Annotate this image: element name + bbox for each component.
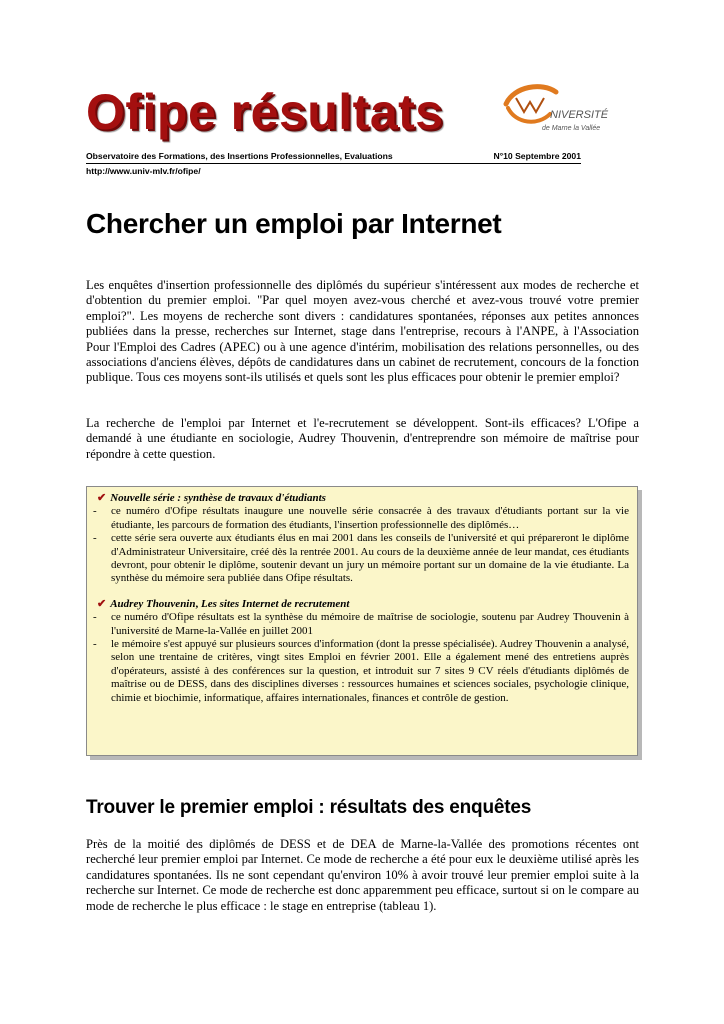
masthead-subtitle: Observatoire des Formations, des Insertions Professionnelles, Evaluations bbox=[86, 151, 393, 161]
list-item bbox=[93, 505, 629, 532]
check-icon: ✔ bbox=[97, 597, 107, 610]
info-box-list-1 bbox=[93, 505, 629, 585]
heading-author: Audrey Thouvenin bbox=[110, 597, 196, 610]
masthead-subtitle-row bbox=[86, 151, 581, 162]
article-title: Chercher un emploi par Internet bbox=[86, 208, 502, 239]
logo-text-marne: de Marne la Vallée bbox=[542, 125, 601, 132]
article-paragraph: La recherche de l'emploi par Internet et l'e-recrutement se développent. Sont-ils efficaces? L'Ofipe a demandé à une étudiante en sociologie, Audrey Thouvenin, d'entreprendre son mémoire de maîtrise pour répondre à cette question. bbox=[86, 416, 639, 461]
masthead-rule bbox=[86, 163, 581, 164]
heading-title: Les sites Internet de recrutement bbox=[200, 597, 350, 610]
dash-bullet: - bbox=[93, 505, 97, 518]
list-item-text: ce numéro d'Ofipe résultats inaugure une nouvelle série consacrée à des travaux d'étudiants portant sur la vie étudiante, les parcours de formation des étudiants, l'insertion professionnelle des diplômés… bbox=[111, 505, 629, 531]
info-box bbox=[86, 486, 638, 756]
list-item-text: le mémoire s'est appuyé sur plusieurs sources d'information (dont la presse spécialisée). Audrey Thouvenin a analysé, selon une trentaine de critères, vingt sites Emploi en février 2001. Elle a également mené des entretiens auprès d'opérateurs, assisté à des conférences sur la question, et introduit sur 7 sites 9 CV réels d'étudiants diplômés de maîtrise ou de DESS, dans des disciplines diverses : ressources humaines et sciences sociales, psychologie clinique, chimie et biochimie, informatique, affaires internationales, finances et contrôle de gestion. bbox=[111, 638, 629, 704]
logo-text-universite: NIVERSITÉ bbox=[550, 109, 609, 121]
masthead-url[interactable]: http://www.univ-mlv.fr/ofipe/ bbox=[86, 166, 201, 176]
dash-bullet: - bbox=[93, 532, 97, 545]
heading-separator: , bbox=[195, 597, 201, 610]
article-paragraph: Les enquêtes d'insertion professionnelle des diplômés du supérieur s'intéressent aux modes de recherche et d'obtention du premier emploi. "Par quel moyen avez-vous cherché et avez-vous trouvé votre premier emploi?". Les moyens de recherche sont divers : candidatures spontanées, réponses aux petites annonces publiées dans la presse, recherches sur Internet, stage dans l'entreprise, recours à l'ANPE, à l'Association Pour l'Emploi des Cadres (APEC) ou à une agence d'intérim, mobilisation des relations personnelles, ou des associations d'anciens élèves, dépôts de candidatures dans un cabinet de recrutement, concours de la fonction publique. Tous ces moyens sont-ils utilisés et quels sont les plus efficaces pour obtenir le premier emploi? bbox=[86, 278, 639, 385]
list-item bbox=[93, 611, 629, 638]
info-box-heading-text: Nouvelle série : synthèse de travaux d'étudiants bbox=[110, 492, 326, 504]
newsletter-title: Ofipe résultats bbox=[86, 84, 444, 140]
list-item-text: cette série sera ouverte aux étudiants élus en mai 2001 dans les conseils de l'université et qui prépareront le diplôme d'Administrateur Universitaire, créé dès la rentrée 2001. Au cours de la deuxième année de leur mandat, ces étudiants devront, pour obtenir le diplôme, soutenir devant un jury un mémoire portant sur un domaine de la vie étudiante. La synthèse du mémoire sera publiée dans Ofipe résultats. bbox=[111, 532, 629, 585]
section-title: Trouver le premier emploi : résultats des enquêtes bbox=[86, 797, 532, 818]
dash-bullet: - bbox=[93, 638, 97, 651]
list-item-text: ce numéro d'Ofipe résultats est la synthèse du mémoire de maîtrise de sociologie, soutenu par Audrey Thouvenin à l'université de Marne-la-Vallée en juillet 2001 bbox=[111, 611, 629, 637]
results-paragraph: Près de la moitié des diplômés de DESS et de DEA de Marne-la-Vallée des promotions récentes ont recherché leur premier emploi par Internet. Ce mode de recherche a été pour eux le deuxième utilisé après les candidatures spontanées. Ils ne sont cependant qu'environ 10% à avoir trouvé leur premier emploi suite à la recherche sur Internet. Ce mode de recherche est donc apparemment peu efficace, surtout si on le compare au mode de recherche le plus efficace : le stage en entreprise (tableau 1). bbox=[86, 837, 639, 913]
list-item bbox=[93, 638, 629, 705]
list-item bbox=[93, 532, 629, 586]
info-box-heading-2 bbox=[93, 598, 629, 611]
check-icon: ✔ bbox=[97, 492, 107, 504]
info-box-heading-1 bbox=[93, 492, 629, 505]
dash-bullet: - bbox=[93, 611, 97, 624]
issue-number: N°10 Septembre 2001 bbox=[493, 151, 581, 161]
info-box-list-2 bbox=[93, 611, 629, 705]
university-logo bbox=[494, 78, 624, 140]
